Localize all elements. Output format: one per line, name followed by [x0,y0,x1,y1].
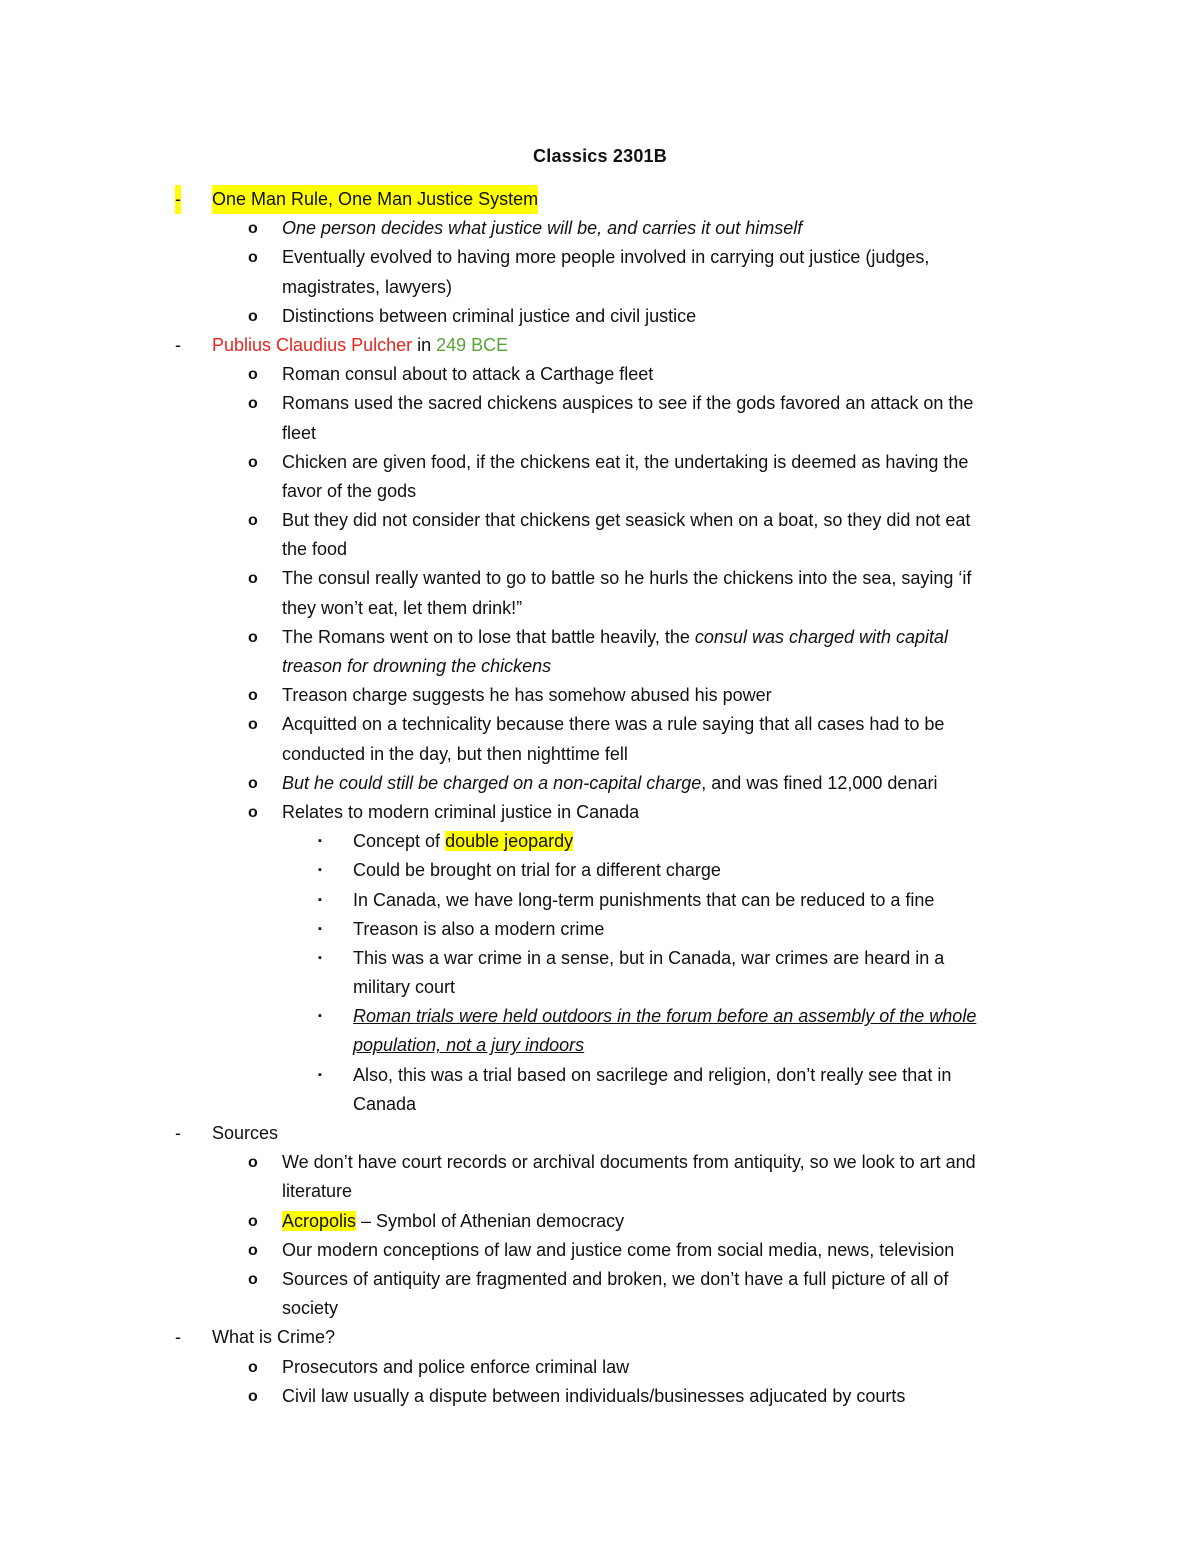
list-item [0,506,1200,535]
note-text-plain: The Romans went on to lose that battle heavily, the [282,626,695,647]
list-item [0,769,1200,798]
list-item [0,886,1200,915]
square-bullet: ▪ [318,1010,322,1023]
list-item-continuation [0,477,1200,506]
circle-bullet: o [248,570,258,588]
note-text: Chicken are given food, if the chickens eat it, the undertaking is deemed as having the [282,451,969,472]
list-item-continuation [0,1090,1200,1119]
note-text: military court [353,977,456,998]
circle-bullet: o [248,249,258,267]
list-item [0,798,1200,827]
note-text: Relates to modern criminal justice in Canada [282,801,640,822]
circle-bullet: o [248,803,258,821]
highlighted-term: double jeopardy [445,831,574,852]
list-item [0,1207,1200,1236]
list-item [0,1382,1200,1411]
list-item [0,915,1200,944]
note-text [282,1207,624,1236]
note-text: In Canada, we have long-term punishments that can be reduced to a fine [353,889,935,910]
circle-bullet: o [248,1212,258,1230]
list-item [0,1353,1200,1382]
note-text [282,623,948,652]
note-text: Canada [353,1093,417,1114]
list-item [0,564,1200,593]
list-item [0,214,1200,243]
date-label: 249 BCE [436,334,509,355]
note-text: treason for drowning the chickens [282,656,552,676]
square-bullet: ▪ [318,1068,322,1081]
list-item [0,856,1200,885]
note-text: Treason charge suggests he has somehow abused his power [282,685,772,706]
list-item-continuation [0,740,1200,769]
note-text: Prosecutors and police enforce criminal law [282,1356,630,1377]
list-item [0,360,1200,389]
circle-bullet: o [248,687,258,705]
list-item-continuation [0,1177,1200,1206]
note-text: conducted in the day, but then nighttime fell [282,743,628,764]
list-item [0,944,1200,973]
note-text: The consul really wanted to go to battle so he hurls the chickens into the sea, saying ‘if [282,568,972,589]
note-text: One person decides what justice will be, and carries it out himself [282,218,803,239]
list-item [0,1265,1200,1294]
list-item-continuation [0,1294,1200,1323]
circle-bullet: o [248,1241,258,1259]
note-text-plain: , and was fined 12,000 denari [701,772,938,793]
circle-bullet: o [248,220,258,238]
circle-bullet: o [248,307,258,325]
list-item [0,1002,1200,1031]
note-text-plain: Concept of [353,831,446,852]
list-item-continuation [0,973,1200,1002]
note-text: Our modern conceptions of law and justice come from social media, news, television [282,1239,955,1260]
circle-bullet: o [248,366,258,384]
list-item [0,1323,1200,1352]
note-text: This was a war crime in a sense, but in Canada, war crimes are heard in a [353,947,945,968]
list-item [0,185,1200,214]
list-item [0,331,1200,360]
list-item [0,827,1200,856]
note-text [282,769,937,798]
note-text: population, not a jury indoors [353,1035,585,1056]
list-item-continuation [0,1031,1200,1060]
note-text [353,827,573,856]
note-text: Romans used the sacred chickens auspices to see if the gods favored an attack on the [282,393,974,414]
list-item [0,1119,1200,1148]
dash-bullet: - [175,1123,181,1143]
square-bullet: ▪ [318,835,322,848]
circle-bullet: o [248,1358,258,1376]
note-text: they won’t eat, let them drink!” [282,597,523,618]
highlighted-term: Acropolis [282,1210,357,1231]
circle-bullet: o [248,1154,258,1172]
list-item-continuation [0,652,1200,681]
list-item [0,710,1200,739]
note-text-italic: But he could still be charged on a non-capital charge [282,772,702,793]
note-text: But they did not consider that chickens get seasick when on a boat, so they did not eat [282,510,971,531]
square-bullet: ▪ [318,951,322,964]
note-text: literature [282,1181,353,1202]
note-text: Distinctions between criminal justice and civil justice [282,305,697,326]
circle-bullet: o [248,628,258,646]
list-item [0,623,1200,652]
list-item-continuation [0,594,1200,623]
note-text: Roman consul about to attack a Carthage fleet [282,364,654,385]
note-text: Acquitted on a technicality because there was a rule saying that all cases had to be [282,714,945,735]
circle-bullet: o [248,774,258,792]
list-item [0,389,1200,418]
section-heading: One Man Rule, One Man Justice System [212,185,538,214]
heading-connector: in [412,334,437,355]
note-text-italic: consul was charged with capital [694,626,949,647]
list-item [0,1236,1200,1265]
list-item [0,302,1200,331]
dash-bullet: - [175,334,181,355]
page-title: Classics 2301B [533,146,667,166]
section-heading: Sources [212,1123,279,1143]
square-bullet: ▪ [318,922,322,935]
note-text: Eventually evolved to having more people involved in carrying out justice (judges, [282,247,930,268]
note-text: magistrates, lawyers) [282,276,453,297]
square-bullet: ▪ [318,893,322,906]
section-heading: What is Crime? [212,1327,336,1348]
note-text: Civil law usually a dispute between individuals/businesses adjucated by courts [282,1385,906,1406]
circle-bullet: o [248,1270,258,1288]
note-text: fleet [282,422,317,443]
list-item [0,1148,1200,1177]
note-text: We don’t have court records or archival documents from antiquity, so we look to art and [282,1152,976,1173]
note-text: society [282,1298,339,1319]
notes-body [0,185,1200,1411]
note-text: favor of the gods [282,480,417,501]
list-item-continuation [0,535,1200,564]
circle-bullet: o [248,453,258,471]
note-text: Treason is also a modern crime [353,918,605,939]
list-item [0,681,1200,710]
section-heading [212,331,508,360]
list-item [0,1061,1200,1090]
note-text: Could be brought on trial for a different charge [353,860,721,881]
list-item-continuation [0,419,1200,448]
note-text: Also, this was a trial based on sacrilege and religion, don’t really see that in [353,1064,952,1085]
note-text: Sources of antiquity are fragmented and broken, we don’t have a full picture of all of [282,1268,949,1289]
note-text-plain: – Symbol of Athenian democracy [356,1210,625,1231]
note-text: Roman trials were held outdoors in the forum before an assembly of the whole [353,1006,977,1027]
circle-bullet: o [248,716,258,734]
circle-bullet: o [248,512,258,530]
circle-bullet: o [248,395,258,413]
circle-bullet: o [248,1387,258,1405]
note-text: the food [282,539,348,560]
person-name: Publius Claudius Pulcher [212,334,413,355]
dash-bullet: - [175,185,181,214]
list-item-continuation [0,273,1200,302]
list-item [0,448,1200,477]
list-item [0,243,1200,272]
dash-bullet: - [175,1327,181,1348]
square-bullet: ▪ [318,864,322,877]
